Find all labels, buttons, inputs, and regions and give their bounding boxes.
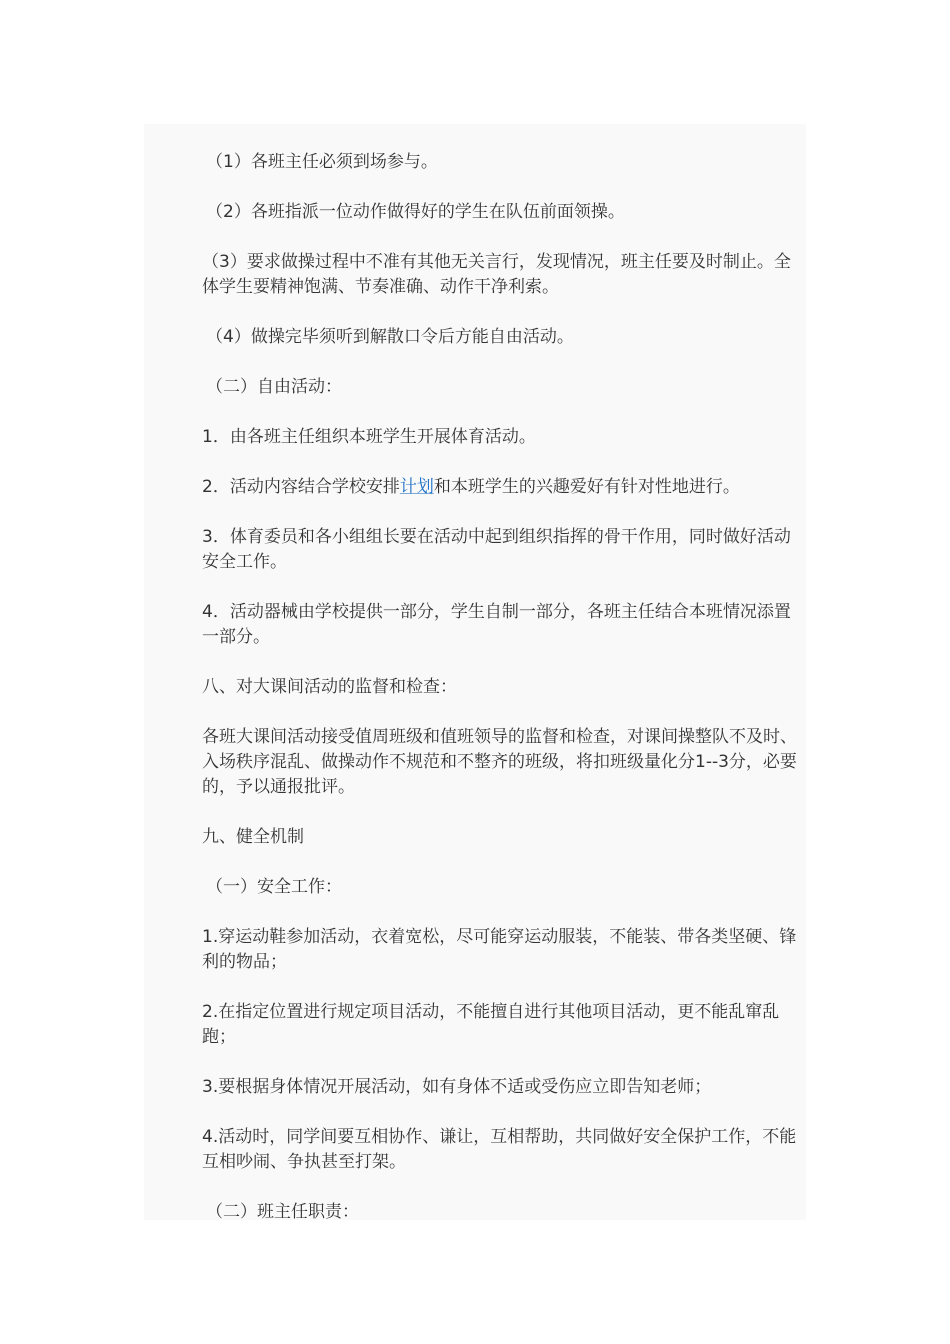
- paragraph: 2.在指定位置进行规定项目活动，不能擅自进行其他项目活动，更不能乱窜乱跑；: [202, 1002, 780, 1047]
- subsection-heading: （二）班主任职责：: [206, 1202, 359, 1220]
- paragraph: 3．体育委员和各小组组长要在活动中起到组织指挥的骨干作用，同时做好活动安全工作。: [202, 527, 791, 572]
- paragraph: （3）要求做操过程中不准有其他无关言行，发现情况，班主任要及时制止。全体学生要精神饱满、节奏准确、动作干净利索。: [202, 252, 791, 297]
- paragraph: （二）自由活动：: [206, 377, 342, 397]
- document-panel: [144, 124, 806, 1220]
- paragraph: （2）各班指派一位动作做得好的学生在队伍前面领操。: [206, 202, 625, 222]
- plan-link[interactable]: 计划: [399, 477, 434, 497]
- paragraph: 1．由各班主任组织本班学生开展体育活动。: [202, 427, 536, 447]
- paragraph-text-before-link: 2．活动内容结合学校安排: [202, 477, 400, 497]
- paragraph: 各班大课间活动接受值周班级和值班领导的监督和检查，对课间操整队不及时、入场秩序混乱、做操动作不规范和不整齐的班级，将扣班级量化分1--3分，必要的，予以通报批评。: [202, 727, 797, 797]
- paragraph: 1.穿运动鞋参加活动，衣着宽松，尽可能穿运动服装，不能装、带各类坚硬、锋利的物品；: [202, 927, 797, 972]
- paragraph-text-after-link: 和本班学生的兴趣爱好有针对性地进行。: [433, 477, 740, 497]
- subsection-heading: （一）安全工作：: [206, 877, 342, 897]
- paragraph: 4．活动器械由学校提供一部分，学生自制一部分，各班主任结合本班情况添置一部分。: [202, 602, 791, 647]
- paragraph: （1）各班主任必须到场参与。: [206, 152, 438, 172]
- document-content: [202, 150, 806, 1220]
- paragraph-with-link: [202, 475, 806, 500]
- section-heading: 八、对大课间活动的监督和检查：: [202, 677, 457, 697]
- paragraph: （4）做操完毕须听到解散口令后方能自由活动。: [206, 327, 574, 347]
- paragraph: 4.活动时，同学间要互相协作、谦让，互相帮助，共同做好安全保护工作，不能互相吵闹、争执甚至打架。: [202, 1127, 797, 1172]
- paragraph: 3.要根据身体情况开展活动，如有身体不适或受伤应立即告知老师；: [202, 1077, 712, 1097]
- section-heading: 九、健全机制: [202, 827, 304, 847]
